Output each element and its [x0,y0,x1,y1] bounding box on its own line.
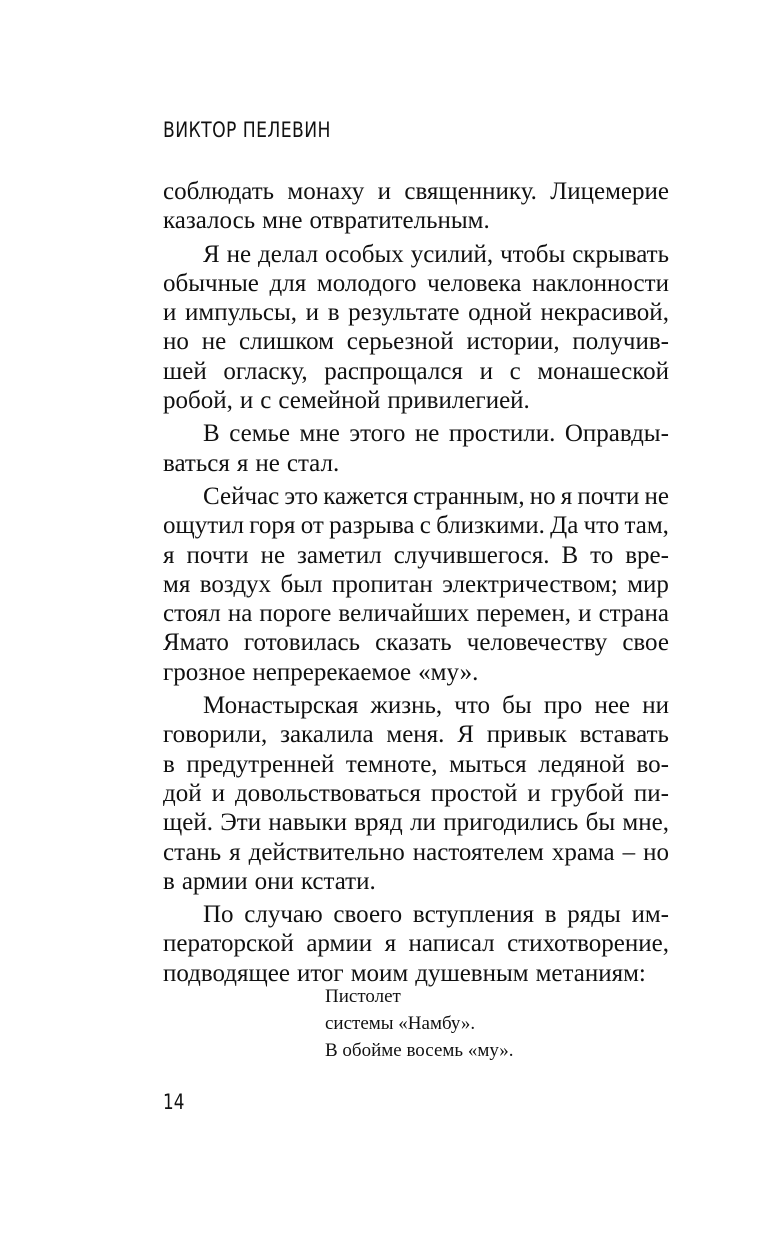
body-text [163,177,669,988]
text-line: По случаю своего вступления в ряды им- [203,901,669,929]
text-line: ваться я не стал. [163,449,340,477]
text-line: Ямато готовилась сказать человечеству свое [163,629,669,657]
text-line: в предутренней темноте, мыться ледяной во- [163,750,669,778]
text-line: ощутил горя от разрыва с близкими. Да что там, [163,512,669,540]
text-line: но не слишком серьезной истории, получив- [163,328,669,356]
text-line: шей огласку, распрощался и с монашеской [163,357,669,385]
poem [325,983,514,1064]
text-line: подводящее итог моим душевным метаниям: [163,959,646,987]
paragraph [163,900,669,988]
poem-line: Пистолет [325,986,401,1007]
text-line: Я не делал особых усилий, чтобы скрывать [203,240,669,268]
text-line: я почти не заметил случившегося. В то вре- [163,541,669,569]
text-line: мя воздух был пропитан электричеством; мир [163,570,669,598]
text-line: говорили, закалила меня. Я привык вставать [163,721,669,749]
text-line: стоял на пороге величайших перемен, и страна [163,600,669,628]
text-line: В семье мне этого не простили. Оправды- [203,420,669,448]
paragraph [163,240,669,416]
text-line: дой и довольствоваться простой и грубой пи- [163,779,669,807]
text-line: и импульсы, и в результате одной некрасивой, [163,299,669,327]
text-line: в армии они кстати. [163,867,376,895]
text-line: робой, и с семейной привилегией. [163,387,530,415]
text-line: грозное непререкаемое «му». [163,658,479,686]
text-line: ператорской армии я написал стихотворение, [163,930,669,958]
paragraph [163,482,669,687]
text-line: Монастырская жизнь, что бы про нее ни [203,692,669,720]
page-number: 14 [163,1090,185,1114]
paragraph [163,177,669,236]
text-line: соблюдать монаху и священнику. Лицемерие [163,178,669,205]
text-line: Сейчас это кажется странным, но я почти не [203,482,669,510]
text-line: обычные для молодого человека наклонности [163,269,669,297]
poem-line: В обойме восемь «му». [325,1040,514,1061]
text-line: стань я действительно настоятелем храма – но [163,838,669,866]
running-head: ВИКТОР ПЕЛЕВИН [163,118,331,142]
text-line: казалось мне отвратительным. [163,207,490,235]
paragraph [163,419,669,478]
poem-line: системы «Намбу». [325,1013,476,1034]
text-line: щей. Эти навыки вряд ли пригодились бы мне, [163,809,669,837]
paragraph [163,691,669,896]
